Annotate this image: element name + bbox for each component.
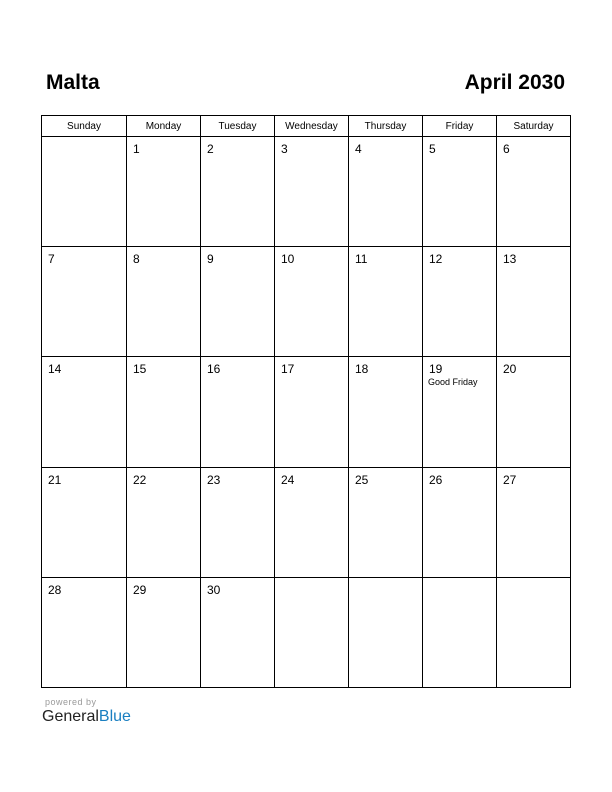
day-cell — [201, 467, 275, 577]
powered-by-label: powered by — [45, 697, 97, 707]
day-number: 9 — [207, 252, 214, 267]
day-number: 29 — [133, 582, 147, 597]
day-cell — [127, 467, 201, 577]
day-number: 25 — [355, 472, 369, 487]
weekday-header-friday: Friday — [423, 116, 497, 137]
day-cell — [275, 577, 349, 687]
day-cell — [423, 247, 497, 357]
weekday-header-saturday: Saturday — [497, 116, 571, 137]
week-row — [42, 357, 571, 467]
day-cell — [497, 357, 571, 467]
week-row — [42, 137, 571, 247]
weekday-header-thursday: Thursday — [349, 116, 423, 137]
day-number: 6 — [503, 142, 510, 156]
day-number: 19 — [429, 362, 443, 377]
day-number: 18 — [355, 362, 369, 377]
day-cell — [275, 137, 349, 247]
day-cell — [201, 577, 275, 687]
day-cell — [42, 137, 127, 247]
holiday-label: Good Friday — [428, 377, 478, 388]
day-number: 27 — [503, 472, 517, 487]
day-number: 3 — [281, 142, 288, 156]
day-number: 20 — [503, 362, 517, 377]
week-row — [42, 577, 571, 687]
day-cell — [201, 137, 275, 247]
weekday-header-monday: Monday — [127, 116, 201, 137]
day-cell — [275, 467, 349, 577]
brand-general-text: General — [42, 708, 99, 725]
day-cell — [349, 247, 423, 357]
day-number: 1 — [133, 142, 140, 156]
day-cell — [201, 357, 275, 467]
day-cell — [201, 247, 275, 357]
calendar-month-year: April 2030 — [464, 71, 565, 94]
weekday-header-tuesday: Tuesday — [201, 116, 275, 137]
day-cell — [497, 137, 571, 247]
day-cell — [127, 577, 201, 687]
day-number: 26 — [429, 472, 443, 487]
day-number: 17 — [281, 362, 295, 377]
day-number: 14 — [48, 362, 62, 377]
day-cell — [42, 577, 127, 687]
weekday-header-wednesday: Wednesday — [275, 116, 349, 137]
day-number: 12 — [429, 252, 443, 267]
day-cell — [349, 357, 423, 467]
day-cell — [127, 357, 201, 467]
day-number: 5 — [429, 142, 436, 156]
week-row — [42, 247, 571, 357]
day-number: 7 — [48, 252, 55, 267]
day-number: 24 — [281, 472, 295, 487]
day-number: 8 — [133, 252, 140, 267]
day-cell — [497, 577, 571, 687]
day-cell — [275, 247, 349, 357]
day-number: 30 — [207, 582, 221, 597]
day-cell — [127, 247, 201, 357]
day-cell — [423, 357, 497, 467]
day-cell — [423, 467, 497, 577]
day-cell — [42, 247, 127, 357]
week-row — [42, 467, 571, 577]
day-number: 22 — [133, 472, 147, 487]
day-cell — [349, 137, 423, 247]
day-cell — [497, 247, 571, 357]
day-cell — [349, 467, 423, 577]
day-cell — [423, 577, 497, 687]
weekday-header-row — [42, 116, 571, 137]
day-number: 21 — [48, 472, 62, 487]
weekday-header-sunday: Sunday — [42, 116, 127, 137]
brand-blue-text: Blue — [98, 708, 131, 725]
day-cell — [42, 467, 127, 577]
day-cell — [349, 577, 423, 687]
day-cell — [127, 137, 201, 247]
calendar-country: Malta — [46, 71, 100, 94]
generalblue-logo — [42, 708, 131, 726]
day-number: 11 — [355, 252, 368, 267]
day-cell — [275, 357, 349, 467]
month-calendar-grid — [41, 115, 571, 688]
day-number: 16 — [207, 362, 221, 377]
day-number: 23 — [207, 472, 221, 487]
day-number: 15 — [133, 362, 147, 377]
day-number: 28 — [48, 582, 62, 597]
day-number: 10 — [281, 252, 295, 267]
day-cell — [423, 137, 497, 247]
day-number: 2 — [207, 142, 214, 156]
day-cell — [497, 467, 571, 577]
day-number: 13 — [503, 252, 517, 267]
day-number: 4 — [355, 142, 362, 156]
day-cell — [42, 357, 127, 467]
